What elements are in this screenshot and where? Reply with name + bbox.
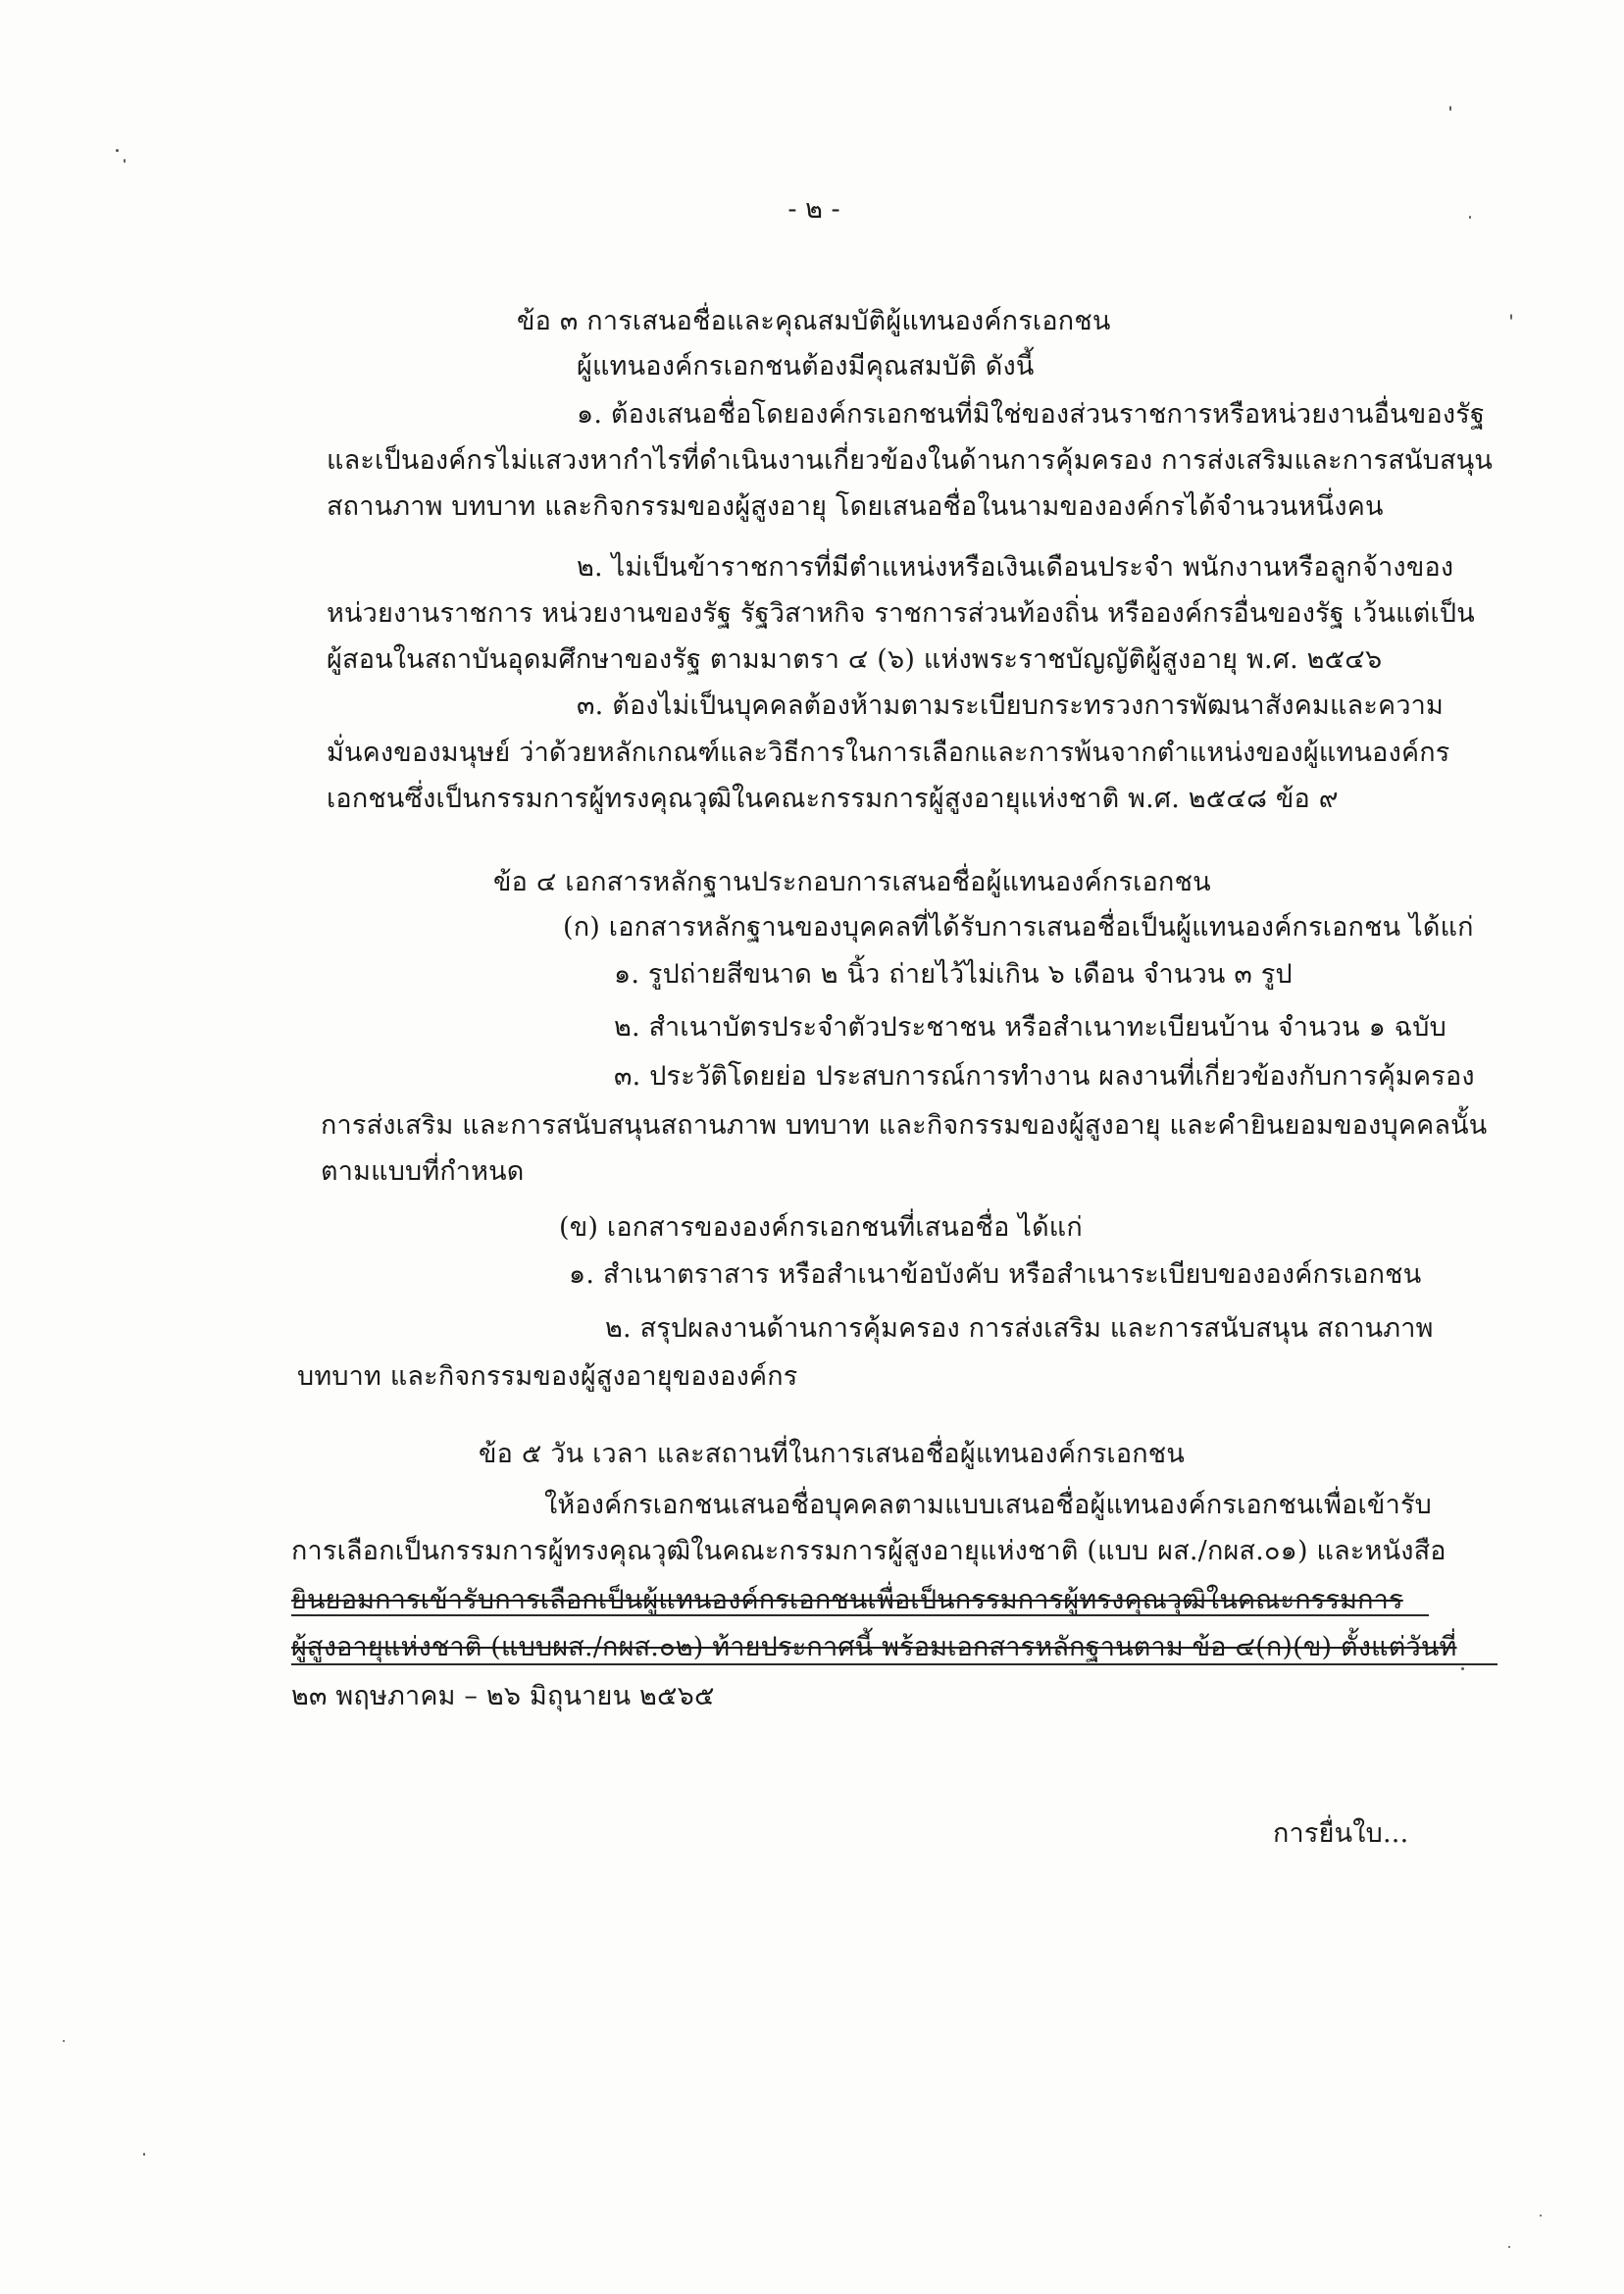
section4-heading: ข้อ ๔ เอกสารหลักฐานประกอบการเสนอชื่อผู้แทนองค์กรเอกชน xyxy=(493,867,1211,897)
section3-item1-line3: สถานภาพ บทบาท และกิจกรรมของผู้สูงอายุ โดยเสนอชื่อในนามขององค์กรได้จำนวนหนึ่งคน xyxy=(327,491,1384,522)
section5-body-line1: ให้องค์กรเอกชนเสนอชื่อบุคคลตามแบบเสนอชื่อผู้แทนองค์กรเอกชนเพื่อเข้ารับ xyxy=(544,1490,1432,1520)
section3-intro: ผู้แทนองค์กรเอกชนต้องมีคุณสมบัติ ดังนี้ xyxy=(577,351,1035,382)
scan-speck xyxy=(1469,216,1471,219)
section3-heading: ข้อ ๓ การเสนอชื่อและคุณสมบัติผู้แทนองค์กรเอกชน xyxy=(517,306,1111,336)
section3-item2-line1: ๒. ไม่เป็นข้าราชการที่มีตำแหน่งหรือเงินเดือนประจำ พนักงานหรือลูกจ้างของ xyxy=(577,552,1454,583)
section5-body-line3-struck: ยินยอมการเข้ารับการเลือกเป็นผู้แทนองค์กรเอกชนเพื่อเป็นกรรมการผู้ทรงคุณวุฒิในคณะกรรมการ xyxy=(291,1585,1403,1615)
scan-speck xyxy=(116,149,119,152)
section3-item1-line2: และเป็นองค์กรไม่แสวงหากำไรที่ดำเนินงานเกี่ยวข้องในด้านการคุ้มครอง การส่งเสริมและการสนับสนุน xyxy=(327,445,1494,476)
section5-body-line2: การเลือกเป็นกรรมการผู้ทรงคุณวุฒิในคณะกรรมการผู้สูงอายุแห่งชาติ (แบบ ผส./กผส.๐๑) และหนังสือ xyxy=(291,1536,1446,1566)
scan-speck xyxy=(124,159,126,163)
section5-heading: ข้อ ๕ วัน เวลา และสถานที่ในการเสนอชื่อผู้แทนองค์กรเอกชน xyxy=(479,1439,1185,1469)
section4-a3-line2: การส่งเสริม และการสนับสนุนสถานภาพ บทบาท และกิจกรรมของผู้สูงอายุ และคำยินยอมของบุคคลนั้น xyxy=(321,1110,1488,1141)
section4-a3-line1: ๓. ประวัติโดยย่อ ประสบการณ์การทำงาน ผลงานที่เกี่ยวข้องกับการคุ้มครอง xyxy=(614,1061,1475,1092)
scan-speck xyxy=(1461,1667,1464,1670)
section4-a-heading: (ก) เอกสารหลักฐานของบุคคลที่ได้รับการเสนอชื่อเป็นผู้แทนองค์กรเอกชน ได้แก่ xyxy=(563,912,1474,943)
section4-a1: ๑. รูปถ่ายสีขนาด ๒ นิ้ว ถ่ายไว้ไม่เกิน ๖ เดือน จำนวน ๓ รูป xyxy=(614,959,1293,990)
strike-rule xyxy=(291,1663,1497,1665)
strike-rule xyxy=(291,1614,1429,1616)
scan-speck xyxy=(143,2153,145,2156)
section3-item1-line1: ๑. ต้องเสนอชื่อโดยองค์กรเอกชนที่มิใช่ของส่วนราชการหรือหน่วยงานอื่นของรัฐ xyxy=(577,399,1486,430)
continuation-text: การยื่นใบ... xyxy=(1273,1818,1409,1849)
section3-item3-line1: ๓. ต้องไม่เป็นบุคคลต้องห้ามตามระเบียบกระทรวงการพัฒนาสังคมและความ xyxy=(577,690,1445,721)
section5-body-line5: ๒๓ พฤษภาคม – ๒๖ มิถุนายน ๒๕๖๕ xyxy=(291,1681,715,1711)
section4-b2-line1: ๒. สรุปผลงานด้านการคุ้มครอง การส่งเสริม และการสนับสนุน สถานภาพ xyxy=(605,1313,1434,1344)
scan-speck xyxy=(1508,2246,1510,2248)
section4-b1: ๑. สำเนาตราสาร หรือสำเนาข้อบังคับ หรือสำเนาระเบียบขององค์กรเอกชน xyxy=(569,1259,1422,1290)
scan-speck xyxy=(63,2040,65,2042)
section3-item2-line2: หน่วยงานราชการ หน่วยงานของรัฐ รัฐวิสาหกิจ ราชการส่วนท้องถิ่น หรือองค์กรอื่นของรัฐ เว้นแต่เป็น xyxy=(327,598,1475,629)
section3-item3-line2: มั่นคงของมนุษย์ ว่าด้วยหลักเกณฑ์และวิธีการในการเลือกและการพ้นจากตำแหน่งของผู้แทนองค์กร xyxy=(327,738,1450,768)
scan-speck xyxy=(1540,2215,1542,2217)
section4-a3-line3: ตามแบบที่กำหนด xyxy=(321,1156,525,1187)
scan-speck xyxy=(1510,314,1512,320)
section3-item2-line3: ผู้สอนในสถาบันอุดมศึกษาของรัฐ ตามมาตรา ๔ (๖) แห่งพระราชบัญญัติผู้สูงอายุ พ.ศ. ๒๕๔๖ xyxy=(327,644,1383,675)
section4-a2: ๒. สำเนาบัตรประจำตัวประชาชน หรือสำเนาทะเบียนบ้าน จำนวน ๑ ฉบับ xyxy=(614,1012,1446,1043)
scan-speck xyxy=(1449,106,1451,111)
section3-item3-line3: เอกชนซึ่งเป็นกรรมการผู้ทรงคุณวุฒิในคณะกรรมการผู้สูงอายุแห่งชาติ พ.ศ. ๒๕๔๘ ข้อ ๙ xyxy=(327,784,1339,814)
section5-body-line4-struck: ผู้สูงอายุแห่งชาติ (แบบผส./กผส.๐๒) ท้ายประกาศนี้ พร้อมเอกสารหลักฐานตาม ข้อ ๔(ก)(ข) ตั้งแต่วันที่ xyxy=(291,1632,1457,1662)
section4-b-heading: (ข) เอกสารขององค์กรเอกชนที่เสนอชื่อ ได้แก่ xyxy=(559,1212,1083,1243)
section4-b2-line2: บทบาท และกิจกรรมของผู้สูงอายุขององค์กร xyxy=(297,1361,798,1392)
page-number: - ๒ - xyxy=(787,194,840,225)
